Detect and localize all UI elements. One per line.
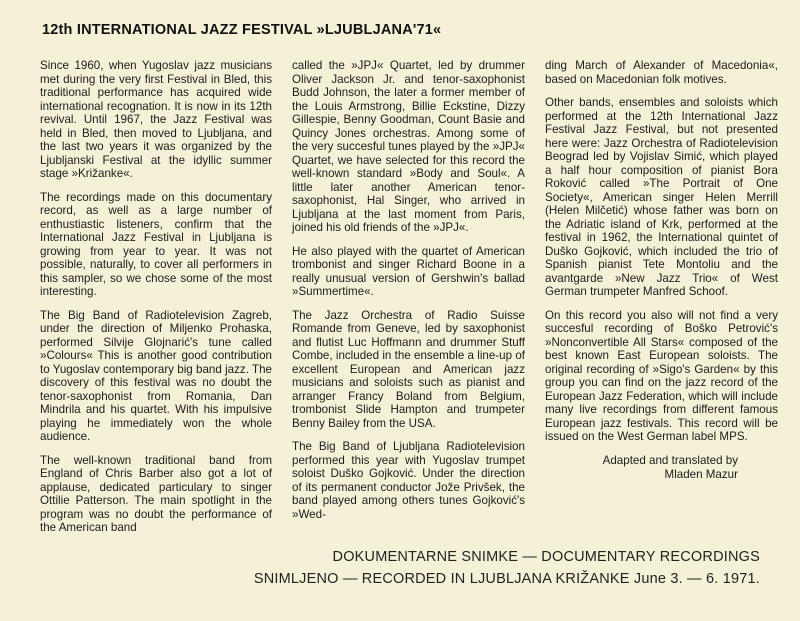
paragraph: The Big Band of Ljubljana Radiotelevision performed this year with Yugoslav trumpet soloist Duško Gojković. Under the direction of its permanent conductor Jože Privšek, the band played among others tunes Gojković's »Wed- bbox=[292, 440, 525, 521]
footer-line-2: SNIMLJENO — RECORDED IN LJUBLJANA KRIŽANKE June 3. — 6. 1971. bbox=[253, 571, 760, 587]
document-title: 12th INTERNATIONAL JAZZ FESTIVAL »LJUBLJANA'71« bbox=[42, 22, 442, 38]
paragraph: He also played with the quartet of American trombonist and singer Richard Boone in a really unusual version of Gershwin's ballad »Summertime«. bbox=[292, 244, 525, 298]
footer-line-1: DOKUMENTARNE SNIMKE — DOCUMENTARY RECORDINGS bbox=[332, 549, 760, 565]
text-column-2 bbox=[292, 59, 525, 531]
text-column-1 bbox=[40, 59, 272, 545]
credit-line: Adapted and translated by bbox=[602, 453, 738, 467]
paragraph: Other bands, ensembles and soloists which performed at the 12th International Jazz Festival Jazz Festival, but not presented here were: Jazz Orchestra of Radiotelevision Beograd led by Vojislav Simić, which played a half hour composition of pianist Bora Roković called »The Portrait of One Society«, American singer Helen Merrill (Helen Milčetić) whose father was born on the Adriatic island of Krk, performed at the festival in 1962, the International quintet of Duško Gojković, which included the trio of Spanish pianist Tete Montoliu and the avantgarde »New Jazz Trio« of West German trumpeter Manfred Schoof. bbox=[545, 96, 778, 298]
paragraph: The Big Band of Radiotelevision Zagreb, under the direction of Miljenko Prohaska, performed Silvije Glojnarić's tune called »Colours« This is another good contribution to Yugoslav contemporary big band jazz. The discovery of this festival was no doubt the tenor-saxophonist from Romania, Dan Mindrila and his quartet. With his impulsive playing he immediately won the whole audience. bbox=[40, 308, 272, 443]
paragraph: On this record you also will not find a very succesful recording of Boško Petrović's »Nonconvertible All Stars« composed of the best known East European soloists. The original recording of »Sigo's Garden« by this group you can find on the jazz record of the European Jazz Federation, which will include many live recordings from different famous European jazz festivals. This record will be issued on the West German label MPS. bbox=[545, 308, 778, 443]
translator-credit bbox=[545, 454, 778, 482]
text-column-3 bbox=[545, 59, 778, 482]
paragraph: ding March of Alexander of Macedonia«, based on Macedonian folk motives. bbox=[545, 59, 778, 86]
paragraph: The well-known traditional band from England of Chris Barber also got a lot of applause, dedicated particulary to singer Ottilie Patterson. The main spotlight in the program was no doubt the performance of the American band bbox=[40, 453, 272, 534]
paragraph: Since 1960, when Yugoslav jazz musicians met during the very first Festival in Bled, this traditional performance has acquired wide international recognation. It is now in its 12th revival. Until 1967, the Jazz Festival was held in Bled, then moved to Ljubljana, and the last two years it was organized by the Ljubljanski Festival at the idyllic summer stage »Križanke«. bbox=[40, 59, 272, 180]
paragraph: The Jazz Orchestra of Radio Suisse Romande from Geneve, led by saxophonist and flutist Luc Hoffmann and drummer Stuff Combe, included in the ensemble a line-up of excellent European and American jazz musicians and soloists such as pianist and arranger Francy Boland from Belgium, trombonist Slide Hampton and trumpeter Benny Bailey from the USA. bbox=[292, 308, 525, 430]
paragraph: called the »JPJ« Quartet, led by drummer Oliver Jackson Jr. and tenor-saxophonist Budd Johnson, the later a former member of the Louis Armstrong, Billie Eckstine, Dizzy Gillespie, Benny Goodman, Count Basie and Quincy Jones orchestras. Among some of the very succesful tunes played by the »JPJ« Quartet, we have selected for this record the well-known standard »Body and Soul«. A little later another American tenor-saxophonist, Hal Singer, who arrived in Ljubljana at the last moment from Paris, joined his old friends of the »JPJ«. bbox=[292, 59, 525, 234]
credit-name: Mladen Mazur bbox=[664, 467, 738, 481]
paragraph: The recordings made on this documentary record, as well as a large number of enthustiastic listeners, confirm that the International Jazz Festival in Ljubljana is growing from year to year. It was not possible, naturally, to cover all performers in this sampler, so we chose some of the most interesting. bbox=[40, 190, 272, 298]
